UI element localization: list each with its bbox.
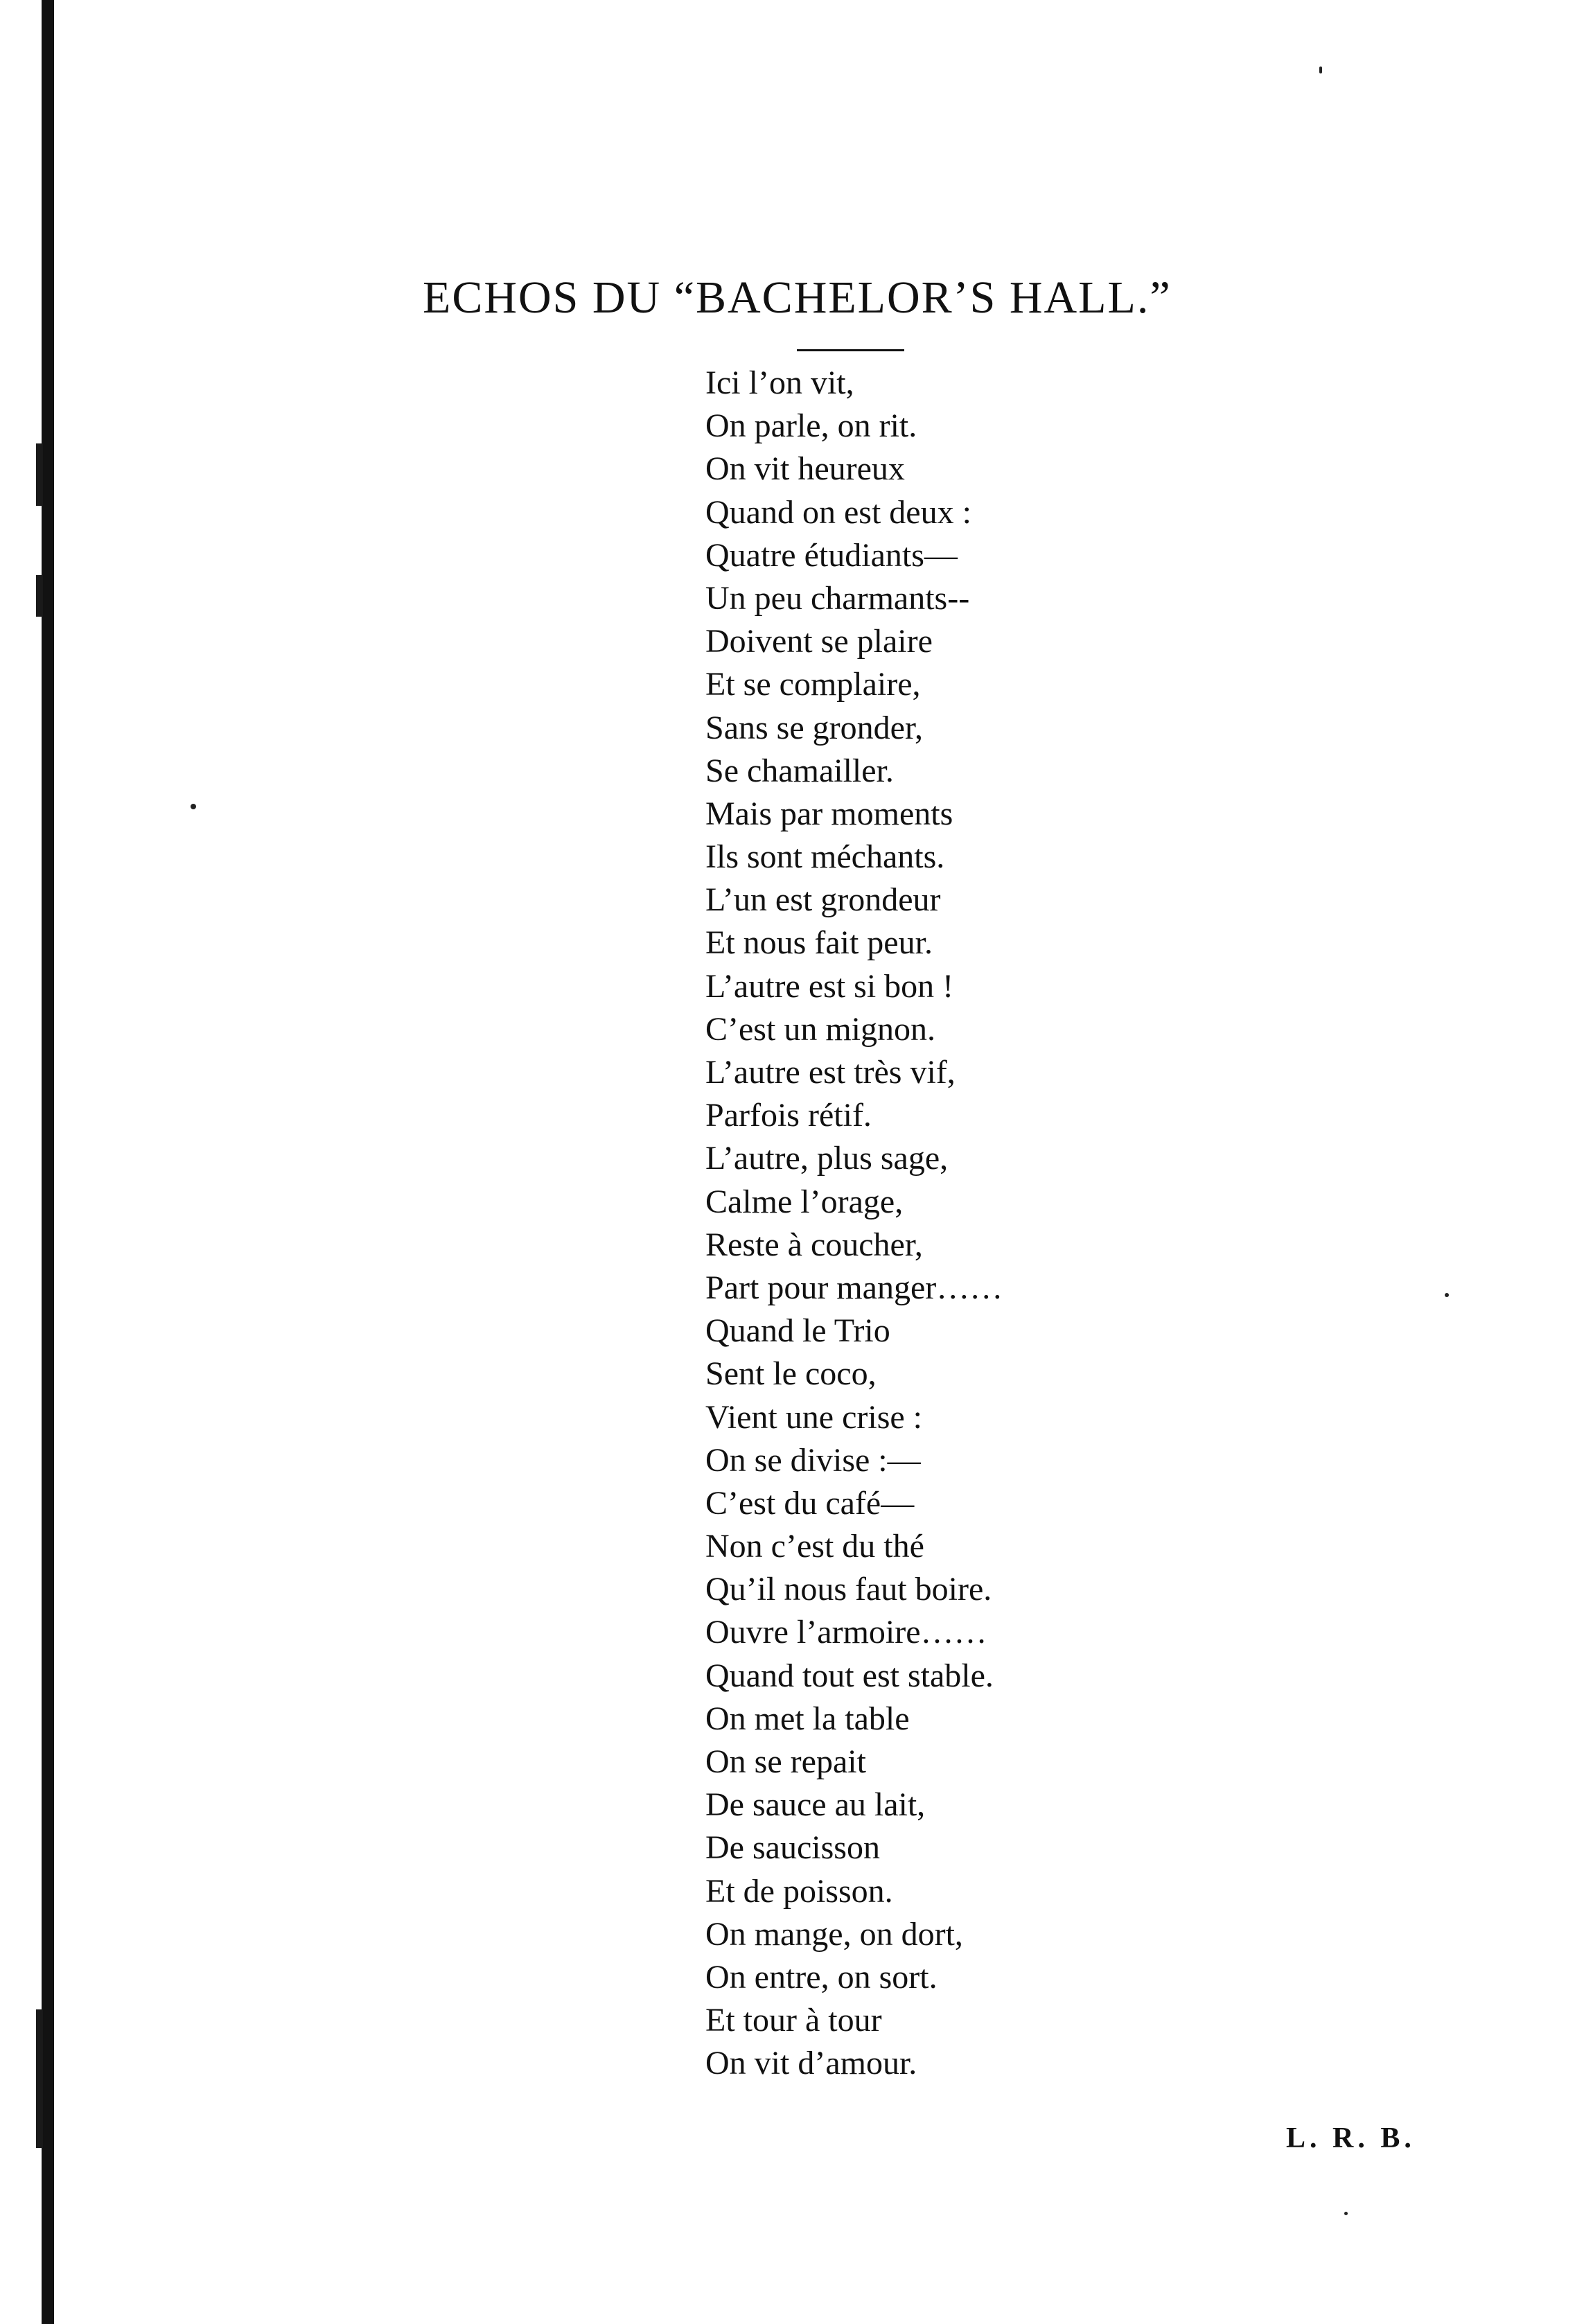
poem-line: Sent le coco,	[705, 1355, 877, 1393]
poem-line: Part pour manger……	[705, 1269, 1003, 1306]
poem-line: Ouvre l’armoire……	[705, 1614, 987, 1651]
poem-line: On vit heureux	[705, 450, 905, 488]
poem-line: Sans se gronder,	[705, 709, 924, 746]
poem-line: Doivent se plaire	[705, 623, 933, 660]
poem-line: Quatre étudiants—	[705, 536, 958, 574]
poem-line: Reste à coucher,	[705, 1226, 923, 1263]
poem-line: Et se complaire,	[705, 666, 921, 703]
print-speck	[1344, 2212, 1348, 2215]
poem-line: On parle, on rit.	[705, 407, 917, 445]
poem-line: Un peu charmants--	[705, 579, 970, 617]
poem-line: On se divise :—	[705, 1441, 921, 1479]
poem-line: Quand le Trio	[705, 1312, 890, 1350]
page-title: ECHOS DU “BACHELOR’S HALL.”	[423, 272, 1172, 323]
poem-line: C’est un mignon.	[705, 1010, 935, 1048]
poem-line: Ils sont méchants.	[705, 838, 945, 876]
print-speck	[1319, 67, 1322, 73]
poem-line: Vient une crise :	[705, 1398, 923, 1436]
poem-line: De sauce au lait,	[705, 1786, 926, 1824]
poem-line: L’autre, plus sage,	[705, 1140, 949, 1177]
poem	[705, 362, 1003, 2086]
print-speck	[1445, 1293, 1449, 1297]
poem-line: On entre, on sort.	[705, 1958, 938, 1996]
binding-mark	[36, 2009, 43, 2148]
binding-mark	[36, 575, 43, 617]
poem-line: On met la table	[705, 1700, 910, 1737]
author-signature: L. R. B.	[1286, 2122, 1416, 2154]
poem-line: Ici l’on vit,	[705, 364, 854, 401]
binding-mark	[36, 443, 43, 506]
poem-line: On mange, on dort,	[705, 1915, 963, 1953]
poem-line: De saucisson	[705, 1829, 880, 1867]
poem-line: Et nous fait peur.	[705, 924, 933, 962]
poem-line: L’autre est si bon !	[705, 967, 954, 1005]
poem-line: On vit d’amour.	[705, 2045, 917, 2082]
poem-line: Et tour à tour	[705, 2002, 882, 2039]
poem-line: L’un est grondeur	[705, 881, 941, 919]
poem-line: Et de poisson.	[705, 1872, 893, 1910]
poem-line: Se chamailler.	[705, 752, 894, 789]
print-speck	[191, 804, 196, 809]
poem-line: Quand tout est stable.	[705, 1657, 994, 1694]
poem-line: Mais par moments	[705, 795, 953, 832]
poem-line: On se repait	[705, 1743, 866, 1780]
page-binding-edge	[42, 0, 54, 2324]
poem-line: Calme l’orage,	[705, 1183, 904, 1220]
poem-line: C’est du café—	[705, 1484, 915, 1522]
poem-line: L’autre est très vif,	[705, 1054, 956, 1091]
poem-line: Parfois rétif.	[705, 1097, 872, 1134]
poem-line: Quand on est deux :	[705, 493, 971, 531]
poem-line: Qu’il nous faut boire.	[705, 1571, 992, 1608]
poem-line: Non c’est du thé	[705, 1528, 924, 1565]
title-rule	[797, 349, 904, 351]
